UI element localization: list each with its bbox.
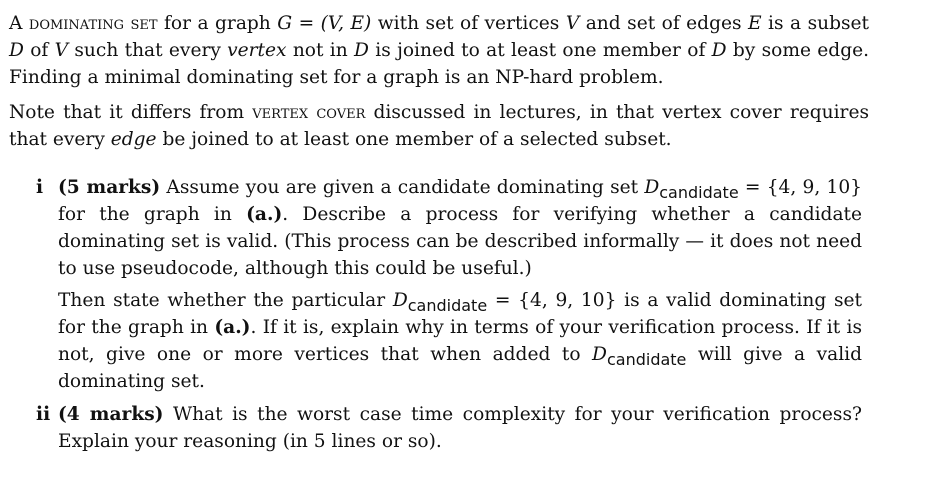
question-i-followup	[58, 287, 862, 395]
intro-text: is joined to at least one member of	[368, 40, 712, 61]
intro-text: such that every	[68, 40, 228, 61]
intro-text: by some edge. Finding a minimal dominating set for a graph is an NP-hard problem.	[9, 40, 870, 88]
emphasis-word: vertex	[227, 40, 287, 61]
math-symbol: D	[392, 290, 408, 311]
note-text: be joined to at least one member of a selected subset.	[156, 129, 672, 150]
math-symbol: V	[54, 40, 69, 61]
graph-expression: G = (V, E)	[277, 13, 372, 34]
question-ii-text: (4 marks) What is the worst case time complexity for your verification process? Explain your reasoning (in 5 lines or so).	[58, 404, 862, 452]
dominating-set-term: A dominating set	[9, 13, 158, 34]
marks-label: (4 marks)	[58, 404, 164, 425]
intro-text: of	[23, 40, 55, 61]
part-reference: (a.)	[214, 317, 251, 338]
emphasis-word: edge	[110, 129, 157, 150]
math-symbol: D	[9, 40, 24, 61]
math-subscript: candidate	[659, 183, 739, 202]
intro-text: not in	[286, 40, 355, 61]
math-symbol: D	[592, 344, 607, 365]
intro-text: with set of vertices	[371, 13, 566, 34]
question-i	[36, 174, 862, 282]
math-symbol: V	[565, 13, 580, 34]
math-subscript: candidate	[407, 296, 488, 315]
intro-text: is a subset	[761, 13, 870, 34]
question-i-text: (5 marks) Assume you are given a candidate dominating set Dcandidate = {4, 9, 10} for the graph in (a.). Describe a process for verifying whether a candidate dominating set is valid. (This process can be described informally — it does not need to use pseudocode, although this could be useful.)	[58, 177, 863, 279]
question-i-followup-text: Then state whether the particular Dcandidate = {4, 9, 10} is a valid dominating set for the graph in (a.). If it is, explain why in terms of your verification process. If it is not, give one or more vertices that when added to Dcandidate will give a valid dominating set.	[58, 290, 862, 392]
math-symbol: D	[711, 40, 727, 61]
math-symbol: E	[748, 13, 762, 34]
note-paragraph	[9, 99, 869, 153]
intro-text: for a graph	[157, 13, 278, 34]
question-ii	[36, 401, 862, 455]
intro-paragraph	[9, 10, 869, 91]
marks-label: (5 marks)	[58, 177, 161, 198]
math-subscript: candidate	[606, 350, 687, 369]
note-text: discussed in lectures, in that vertex cover requires that every	[9, 102, 869, 150]
math-symbol: D	[354, 40, 369, 61]
set-expression: = {4, 9, 10}	[738, 177, 862, 198]
set-expression: = {4, 9, 10}	[487, 290, 617, 311]
intro-text: and set of edges	[579, 13, 749, 34]
vertex-cover-term: vertex cover	[252, 102, 366, 123]
math-symbol: D	[644, 177, 660, 198]
part-reference: (a.)	[246, 204, 283, 225]
note-text: Note that it differs from	[9, 102, 253, 123]
question-marker: ii	[36, 404, 51, 425]
question-marker: i	[36, 177, 44, 198]
